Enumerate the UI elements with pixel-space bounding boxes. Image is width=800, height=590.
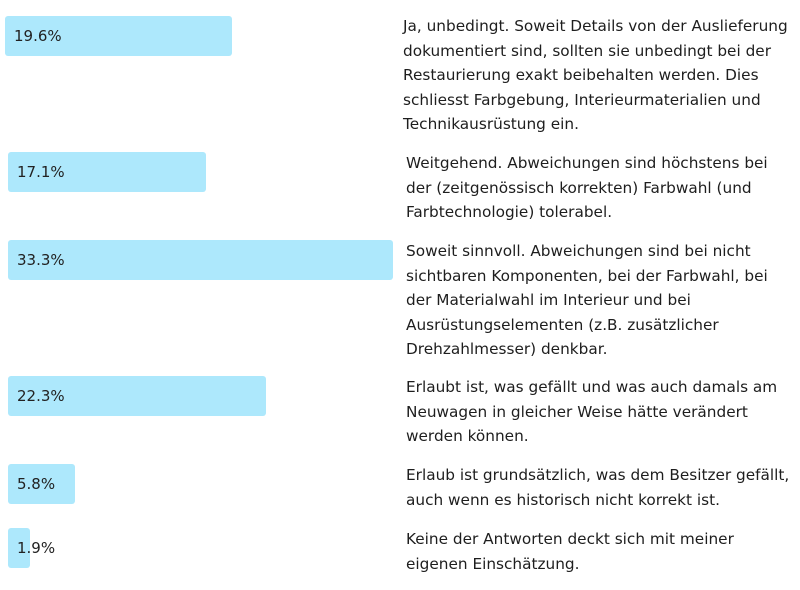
- bar-track: [5, 16, 393, 56]
- answer-text: Weitgehend. Abweichungen sind höchstens bei der (zeitgenössisch korrekten) Farbwahl (und Farbtechnologie) tolerabel.: [406, 154, 768, 221]
- bar-track: [8, 464, 396, 504]
- bar-track: [8, 152, 396, 192]
- bar-track: [8, 376, 396, 416]
- answer-text: Erlaubt ist, was gefällt und was auch damals am Neuwagen in gleicher Weise hätte verändert werden können.: [406, 378, 778, 445]
- percentage-label: 33.3%: [17, 251, 65, 269]
- percentage-label: 19.6%: [14, 27, 62, 45]
- bar-track: [8, 240, 396, 280]
- percentage-label: 1.9%: [17, 539, 56, 557]
- bar-track: [8, 528, 396, 568]
- answer-text: Keine der Antworten deckt sich mit meiner eigenen Einschätzung.: [406, 530, 734, 573]
- answer-text: Soweit sinnvoll. Abweichungen sind bei nicht sichtbaren Komponenten, bei der Farbwahl, bei der Materialwahl im Interieur und bei Ausrüstungselementen (z.B. zusätzlicher Drehzahlmesser) denkbar.: [406, 242, 768, 358]
- percentage-label: 5.8%: [17, 475, 56, 493]
- percentage-label: 22.3%: [17, 387, 65, 405]
- percentage-bar: [8, 240, 393, 280]
- answer-text: Ja, unbedingt. Soweit Details von der Auslieferung dokumentiert sind, sollten sie unbedingt bei der Restaurierung exakt beibehalten werden. Dies schliesst Farbgebung, Interieurmaterialien und Technikausrüstung ein.: [403, 17, 788, 133]
- percentage-label: 17.1%: [17, 163, 65, 181]
- answer-text: Erlaub ist grundsätzlich, was dem Besitzer gefällt, auch wenn es historisch nicht korrekt ist.: [406, 466, 790, 509]
